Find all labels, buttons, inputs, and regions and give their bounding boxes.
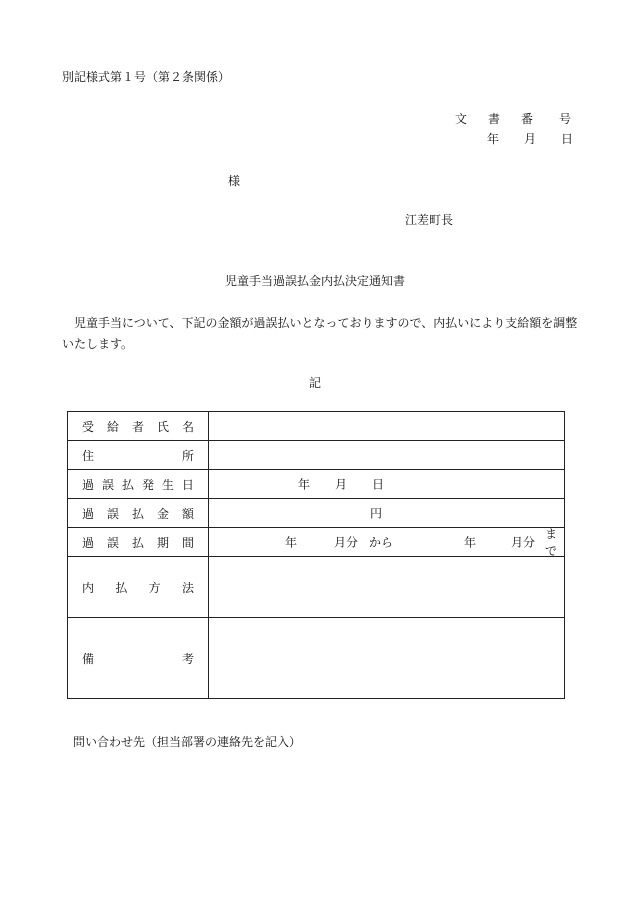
table-row-payment-method bbox=[68, 557, 565, 618]
value-payment-method[interactable] bbox=[209, 557, 565, 618]
label-overpayment-period: 過 誤 払 期 間 bbox=[68, 528, 209, 557]
table-row-address bbox=[68, 441, 565, 470]
label-address: 住 所 bbox=[68, 441, 209, 470]
label-overpayment-amount: 過 誤 払 金 額 bbox=[68, 499, 209, 528]
label-payment-method: 内 払 方 法 bbox=[68, 557, 209, 618]
table-row-overpayment-amount bbox=[68, 499, 565, 528]
recipient-honorific: 様 bbox=[228, 174, 241, 188]
ki-heading: 記 bbox=[308, 376, 321, 390]
issuer-name: 江差町長 bbox=[405, 213, 454, 227]
body-text: 児童手当について、下記の金額が過誤払いとなっておりますので、内払いにより支給額を調整いたします。 bbox=[62, 316, 578, 351]
label-overpayment-date: 過 誤 払 発 生 日 bbox=[68, 470, 209, 499]
table-row-recipient-name bbox=[68, 412, 565, 441]
table-row-remarks bbox=[68, 618, 565, 699]
label-recipient-name: 受 給 者 氏 名 bbox=[68, 412, 209, 441]
document-title: 児童手当過誤払金内払決定通知書 bbox=[224, 274, 405, 288]
form-identifier: 別記様式第１号（第２条関係） bbox=[62, 70, 231, 84]
table-row-overpayment-period bbox=[68, 528, 565, 557]
value-address[interactable] bbox=[209, 441, 565, 470]
contact-info: 問い合わせ先（担当部署の連絡先を記入） bbox=[73, 735, 302, 749]
value-overpayment-date[interactable]: 年 月 日 bbox=[209, 470, 565, 499]
table-row-overpayment-date bbox=[68, 470, 565, 499]
value-recipient-name[interactable] bbox=[209, 412, 565, 441]
label-remarks: 備 考 bbox=[68, 618, 209, 699]
value-overpayment-amount[interactable]: 円 bbox=[209, 499, 565, 528]
value-overpayment-period[interactable]: 年 月分 から 年 月分 まで bbox=[209, 528, 565, 557]
value-remarks[interactable] bbox=[209, 618, 565, 699]
document-number-label: 文 書 番 号 bbox=[455, 112, 572, 126]
details-table bbox=[67, 411, 565, 699]
issue-date: 年 月 日 bbox=[487, 132, 574, 146]
